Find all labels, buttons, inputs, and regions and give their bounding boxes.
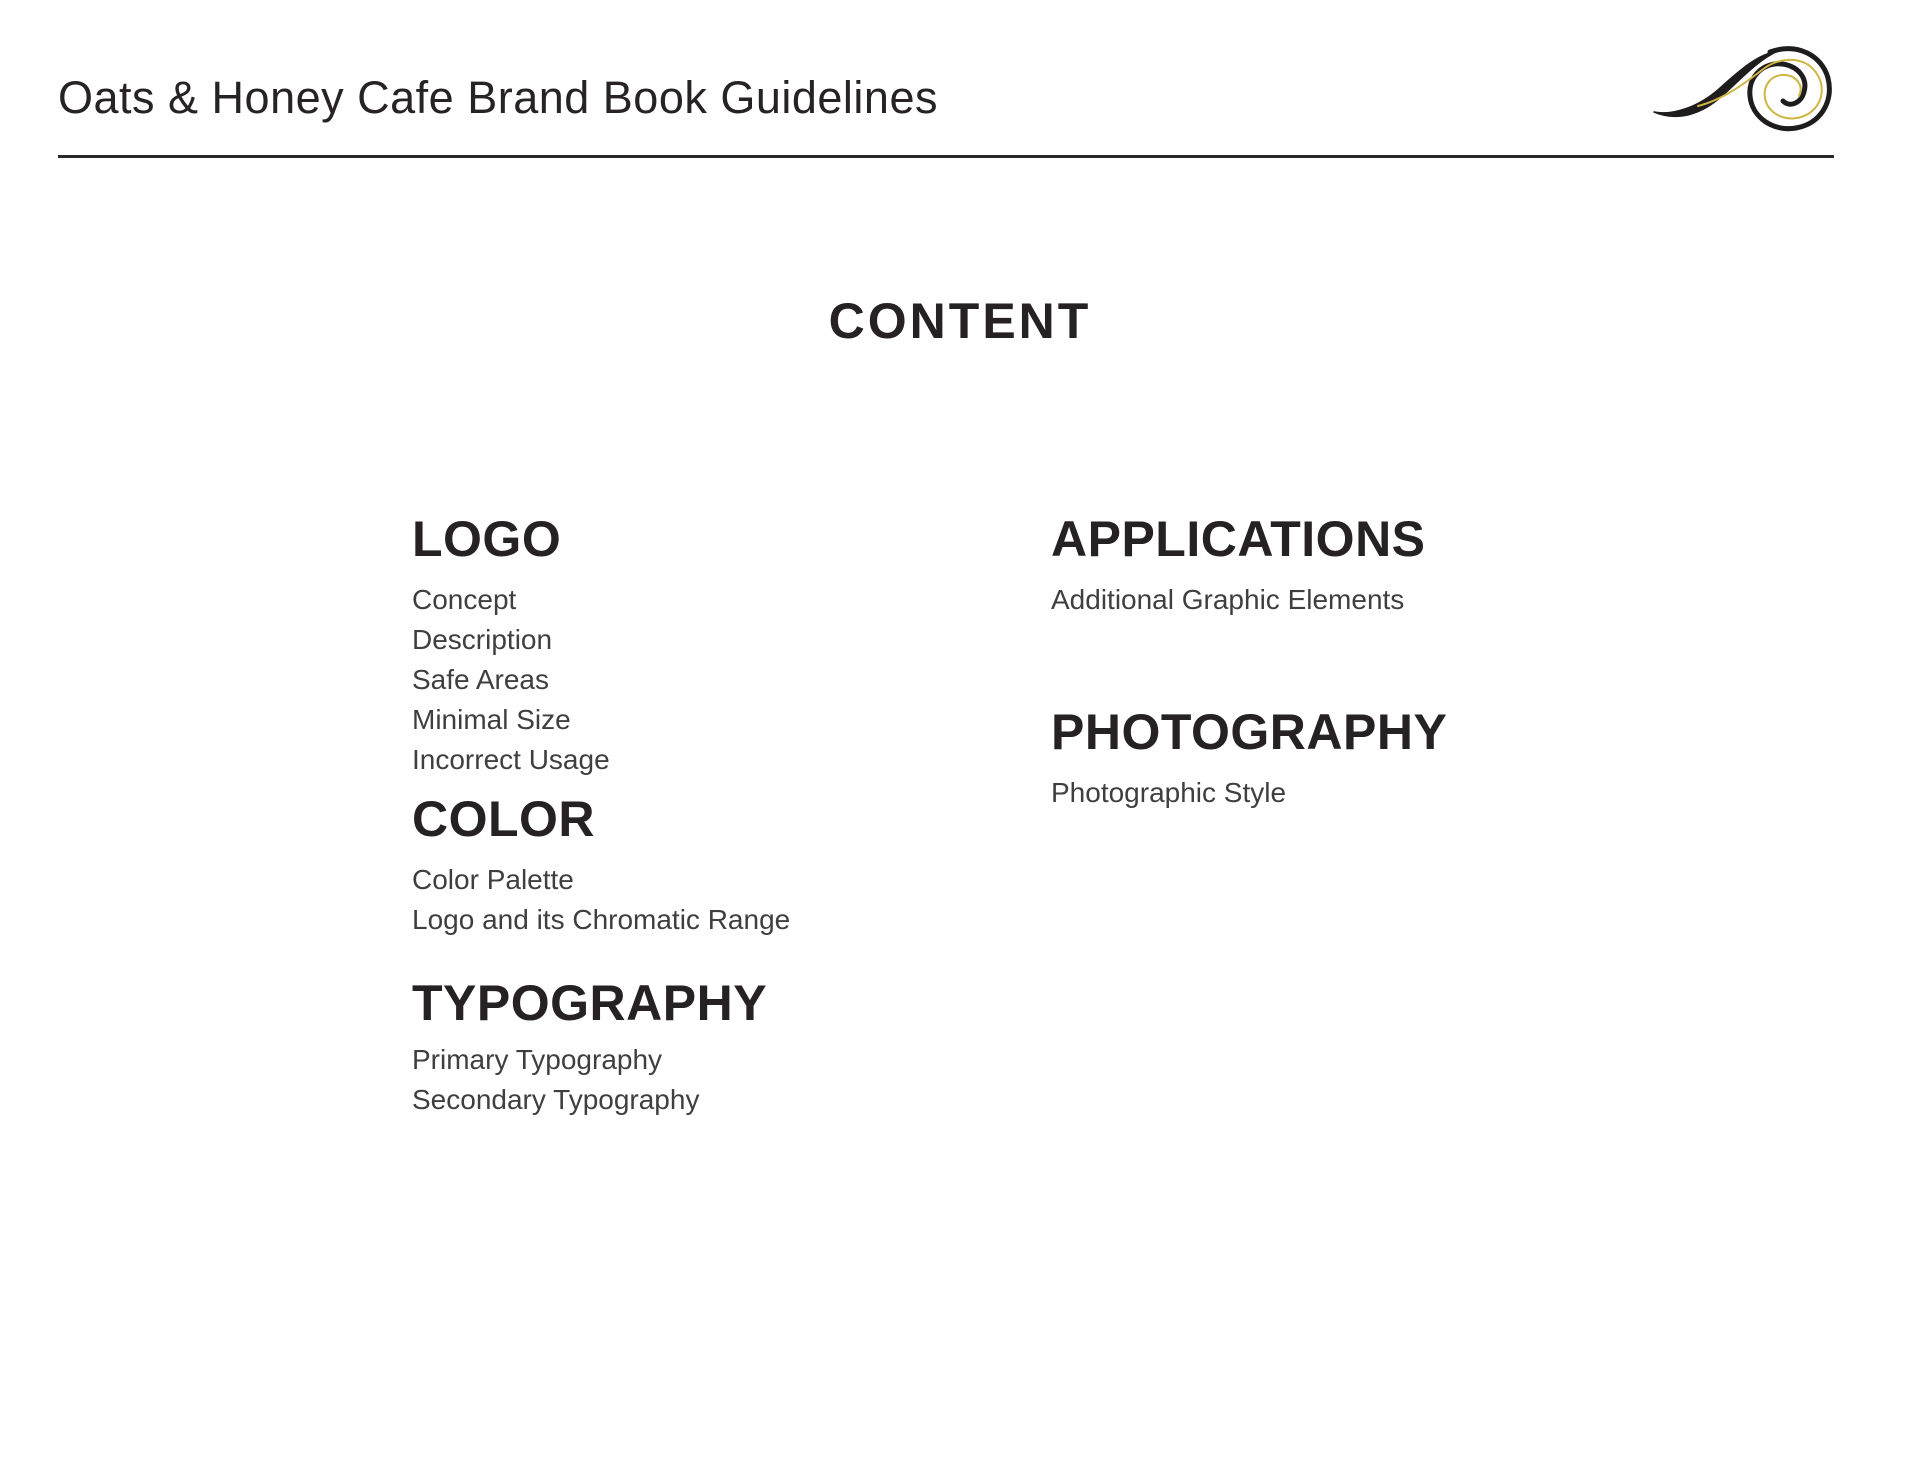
- toc-item: Color Palette: [412, 864, 574, 895]
- page-header-title: Oats & Honey Cafe Brand Book Guidelines: [58, 72, 938, 123]
- toc-item: Incorrect Usage: [412, 744, 610, 775]
- section-logo: [412, 511, 1032, 780]
- section-items-photography: [1051, 773, 1671, 813]
- toc-item: Minimal Size: [412, 704, 571, 735]
- section-heading-logo: LOGO: [412, 511, 562, 567]
- section-heading-applications: APPLICATIONS: [1051, 511, 1426, 567]
- section-heading-color: COLOR: [412, 791, 596, 847]
- content-column-left: [412, 511, 1032, 1120]
- section-items-applications: [1051, 580, 1671, 620]
- section-color: [412, 791, 1032, 940]
- toc-item: Photographic Style: [1051, 777, 1287, 808]
- toc-item: Secondary Typography: [412, 1084, 700, 1115]
- toc-item: Additional Graphic Elements: [1051, 584, 1405, 615]
- toc-item: Safe Areas: [412, 664, 549, 695]
- toc-item: Concept: [412, 584, 517, 615]
- section-applications: [1051, 511, 1671, 620]
- section-items-typography: [412, 1040, 1032, 1120]
- section-photography: [1051, 704, 1671, 813]
- section-typography: [412, 975, 1032, 1120]
- content-column-right: [1051, 511, 1671, 813]
- section-heading-photography: PHOTOGRAPHY: [1051, 704, 1448, 760]
- section-items-color: [412, 860, 1032, 940]
- toc-item: Primary Typography: [412, 1044, 663, 1075]
- toc-item: Description: [412, 624, 553, 655]
- section-heading-typography: TYPOGRAPHY: [412, 975, 768, 1031]
- section-items-logo: [412, 580, 1032, 780]
- content-page-title: CONTENT: [828, 293, 1092, 349]
- oats-honey-swirl-logo-icon: [1652, 42, 1836, 134]
- toc-item: Logo and its Chromatic Range: [412, 904, 791, 935]
- header-divider-rule: [58, 155, 1834, 158]
